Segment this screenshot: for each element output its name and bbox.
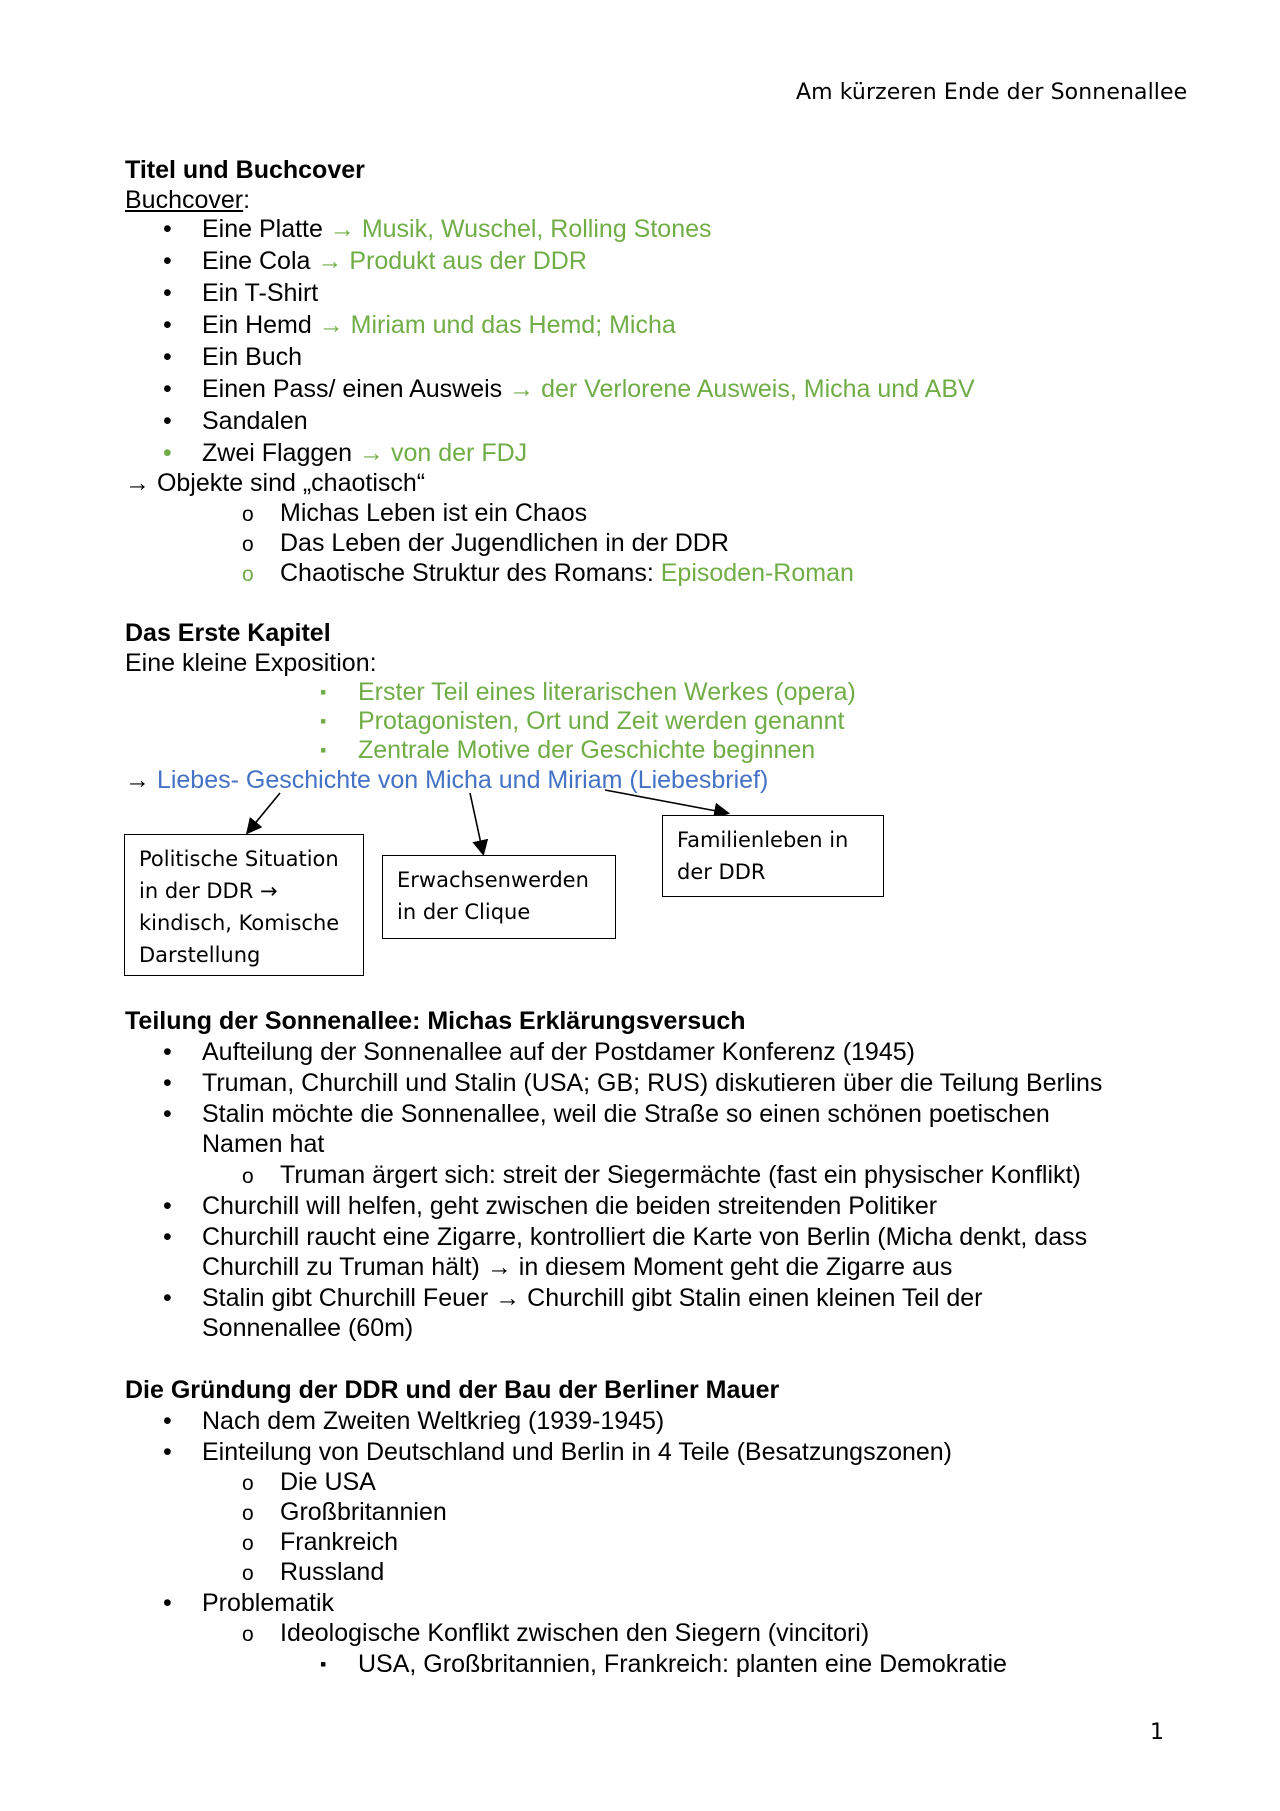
page-number: 1 — [1150, 1720, 1164, 1745]
bullet-icon: • — [163, 1069, 172, 1097]
sub-item: Frankreich — [280, 1528, 399, 1556]
square-bullet-icon: ▪ — [320, 740, 327, 760]
page-header: Am kürzeren Ende der Sonnenallee — [796, 80, 1188, 105]
sub-item: Zentrale Motive der Geschichte beginnen — [358, 736, 816, 764]
item-note: Musik, Wuschel, Rolling Stones — [361, 215, 712, 243]
box-line: Politische Situation — [139, 847, 339, 871]
story-text: Liebes- Geschichte von Micha und Miriam (Liebesbrief) — [150, 766, 769, 794]
arrow-icon: → — [359, 439, 385, 467]
box-line: Darstellung — [139, 943, 261, 967]
bullet-icon: • — [163, 311, 172, 339]
arrow-to-box1 — [248, 793, 280, 832]
list-item: Ein Buch — [202, 343, 303, 371]
sub-item: Die USA — [280, 1468, 376, 1496]
subheading-text: Buchcover — [125, 186, 244, 214]
sub-item: Ideologische Konflikt zwischen den Siegern (vincitori) — [280, 1619, 870, 1647]
circle-bullet-icon: o — [242, 1562, 254, 1585]
list-item: Nach dem Zweiten Weltkrieg (1939-1945) — [202, 1407, 665, 1435]
bullet-icon: • — [163, 247, 172, 275]
arrow-icon: → — [125, 469, 150, 497]
section-title-teilung: Teilung der Sonnenallee: Michas Erklärungsversuch — [125, 1007, 746, 1035]
arrow-icon: → — [329, 215, 355, 243]
circle-bullet-icon: o — [242, 1472, 254, 1495]
item-note: Miriam und das Hemd; Micha — [350, 311, 676, 339]
list-item: Einteilung von Deutschland und Berlin in 4 Teile (Besatzungszonen) — [202, 1438, 953, 1466]
circle-bullet-icon: o — [242, 1502, 254, 1525]
arrow-icon: → — [317, 247, 343, 275]
bullet-icon: • — [163, 407, 172, 435]
bullet-icon: • — [163, 279, 172, 307]
bullet-icon: • — [163, 439, 172, 467]
sub-item: Michas Leben ist ein Chaos — [280, 499, 588, 527]
item-note: der Verlorene Ausweis, Micha und ABV — [541, 375, 975, 403]
list-item: Stalin möchte die Sonnenallee, weil die Straße so einen schönen poetischen — [202, 1100, 1050, 1128]
bullet-icon: • — [163, 343, 172, 371]
conclusion-text: Objekte sind „chaotisch“ — [150, 469, 426, 497]
circle-bullet-icon: o — [242, 503, 254, 526]
list-item: Ein T-Shirt — [202, 279, 319, 307]
sub-item: Truman ärgert sich: streit der Siegermächte (fast ein physischer Konflikt) — [280, 1161, 1081, 1189]
sub-item: Erster Teil eines literarischen Werkes (opera) — [358, 678, 856, 706]
list-item: Problematik — [202, 1589, 334, 1617]
square-bullet-icon: ▪ — [320, 682, 327, 702]
box-line: in der DDR → — [139, 879, 278, 903]
arrow-to-box2 — [470, 793, 483, 853]
list-item: Aufteilung der Sonnenallee auf der Postdamer Konferenz (1945) — [202, 1038, 915, 1066]
sub-item: Das Leben der Jugendlichen in der DDR — [280, 529, 729, 557]
item-text: Einen Pass/ einen Ausweis — [202, 375, 510, 403]
list-item-continuation: Namen hat — [202, 1130, 325, 1158]
circle-bullet-icon: o — [242, 1532, 254, 1555]
square-bullet-icon: ▪ — [320, 711, 327, 731]
item-text: Eine Cola — [202, 247, 318, 275]
item-note: von der FDJ — [390, 439, 528, 467]
item-text: Eine Platte — [202, 215, 330, 243]
list-item: Churchill will helfen, geht zwischen die beiden streitenden Politiker — [202, 1192, 938, 1220]
sub-item: Protagonisten, Ort und Zeit werden genannt — [358, 707, 845, 735]
arrow-icon: → — [318, 311, 344, 339]
item-text: Ein Hemd — [202, 311, 319, 339]
item-note: Produkt aus der DDR — [349, 247, 587, 275]
bullet-icon: • — [163, 1284, 172, 1312]
arrow-icon: → — [125, 766, 150, 794]
circle-bullet-icon: o — [242, 563, 254, 586]
item-text: Zwei Flaggen — [202, 439, 360, 467]
bullet-icon: • — [163, 1438, 172, 1466]
box-familienleben — [662, 815, 884, 897]
sub-item: Großbritannien — [280, 1498, 447, 1526]
circle-bullet-icon: o — [242, 1623, 254, 1646]
item-text: Chaotische Struktur des Romans: — [280, 559, 661, 587]
section-title-titel: Titel und Buchcover — [125, 156, 365, 184]
item-note: Episoden-Roman — [660, 559, 854, 587]
box-erwachsenwerden — [382, 855, 616, 939]
section-title-kapitel: Das Erste Kapitel — [125, 619, 331, 647]
list-item-continuation: Churchill zu Truman hält) → in diesem Moment geht die Zigarre aus — [202, 1253, 953, 1281]
bullet-icon: • — [163, 1038, 172, 1066]
bullet-icon: • — [163, 215, 172, 243]
list-item: Stalin gibt Churchill Feuer → Churchill gibt Stalin einen kleinen Teil der — [202, 1284, 983, 1312]
section-title-gruendung: Die Gründung der DDR und der Bau der Berliner Mauer — [125, 1376, 780, 1404]
box-line: der DDR — [677, 860, 766, 884]
bullet-icon: • — [163, 1192, 172, 1220]
circle-bullet-icon: o — [242, 533, 254, 556]
list-item: Truman, Churchill und Stalin (USA; GB; RUS) diskutieren über die Teilung Berlins — [202, 1069, 1103, 1097]
list-item: Sandalen — [202, 407, 308, 435]
circle-bullet-icon: o — [242, 1165, 254, 1188]
bullet-icon: • — [163, 1589, 172, 1617]
box-politische-situation — [124, 834, 364, 976]
list-item-continuation: Sonnenallee (60m) — [202, 1314, 414, 1342]
sub-sub-item: USA, Großbritannien, Frankreich: planten eine Demokratie — [358, 1650, 1007, 1678]
box-line: Erwachsenwerden — [397, 868, 589, 892]
arrow-to-box3 — [605, 790, 727, 813]
intro-text: Eine kleine Exposition: — [125, 649, 377, 677]
box-line: Familienleben in — [677, 828, 849, 852]
list-item: Churchill raucht eine Zigarre, kontrolliert die Karte von Berlin (Micha denkt, dass — [202, 1223, 1088, 1251]
bullet-icon: • — [163, 375, 172, 403]
bullet-icon: • — [163, 1223, 172, 1251]
arrow-icon: → — [509, 375, 535, 403]
bullet-icon: • — [163, 1407, 172, 1435]
box-line: kindisch, Komische — [139, 911, 340, 935]
bullet-icon: • — [163, 1100, 172, 1128]
square-bullet-icon: ▪ — [320, 1654, 327, 1674]
box-line: in der Clique — [397, 900, 531, 924]
subheading-colon: : — [243, 186, 251, 214]
sub-item: Russland — [280, 1558, 385, 1586]
